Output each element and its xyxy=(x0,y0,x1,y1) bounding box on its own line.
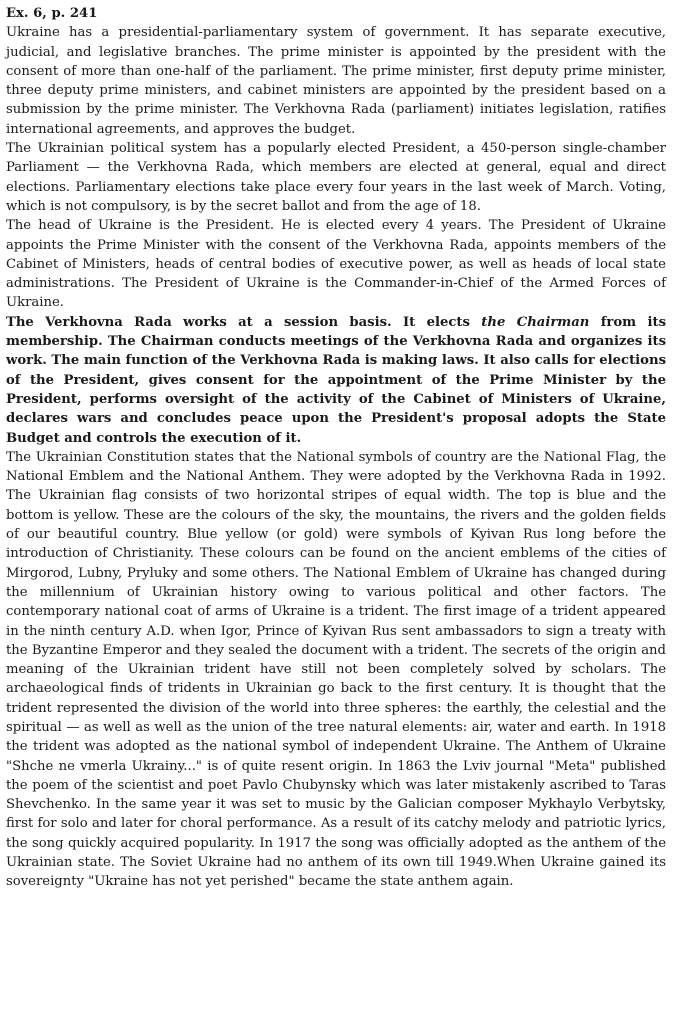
paragraph-verkhovna-rada xyxy=(6,313,666,448)
paragraph-government-system: Ukraine has a presidential-parliamentary system of government. It has separate executive, judicial, and legislative branches. The prime minister is appointed by the president with the consent of more than one-half of the parliament. The prime minister, first deputy prime minister, three deputy prime ministers, and cabinet ministers are appointed by the president based on a submission by the prime minister. The Verkhovna Rada (parliament) initiates legislation, ratifies international agreements, and approves the budget. xyxy=(6,25,666,137)
chairman-emphasis: the Chairman xyxy=(481,314,590,330)
paragraph-verkhovna-rada-after: from its membership. The Chairman conducts meetings of the Verkhovna Rada and organizes its work. The main function of the Verkhovna Rada is making laws. It also calls for elections of the President, gives consent for the appointment of the Prime Minister by the President, performs oversight of the activity of the Cabinet of Ministers of Ukraine, declares wars and concludes peace upon the President's proposal adopts the State Budget and controls the execution of it. xyxy=(6,314,666,446)
paragraph-political-system: The Ukrainian political system has a popularly elected President, a 450-person single-chamber Parliament — the Verkhovna Rada, which members are elected at general, equal and direct elections. Parliamentary elections take place every four years in the last week of March. Voting, which is not compulsory, is by the secret ballot and from the age of 18. xyxy=(6,141,666,214)
paragraph-president: The head of Ukraine is the President. He is elected every 4 years. The President of Ukraine appoints the Prime Minister with the consent of the Verkhovna Rada, appoints members of the Cabinet of Ministers, heads of central bodies of executive power, as well as heads of local state administrations. The President of Ukraine is the Commander-in-Chief of the Armed Forces of Ukraine. xyxy=(6,218,666,311)
paragraph-national-symbols: The Ukrainian Constitution states that the National symbols of country are the National Flag, the National Emblem and the National Anthem. They were adopted by the Verkhovna Rada in 1992. The Ukrainian flag consists of two horizontal stripes of equal width. The top is blue and the bottom is yellow. These are the colours of the sky, the mountains, the rivers and the golden fields of our beautiful country. Blue yellow (or gold) were symbols of Kyivan Rus long before the introduction of Christianity. These colours can be found on the ancient emblems of the cities of Mirgorod, Lubny, Pryluky and some others. The National Emblem of Ukraine has changed during the millennium of Ukrainian history owing to various political and other factors. The contemporary national coat of arms of Ukraine is a trident. The first image of a trident appeared in the ninth century A.D. when Igor, Prince of Kyivan Rus sent ambassadors to sign a treaty with the Byzantine Emperor and they sealed the document with a trident. The secrets of the origin and meaning of the Ukrainian trident have still not been completely solved by scholars. The archaeological finds of tridents in Ukrainian go back to the first century. It is thought that the trident represented the division of the world into three spheres: the earthly, the celestial and the spiritual — as well as well as the union of the tree natural elements: air, water and earth. In 1918 the trident was adopted as the national symbol of independent Ukraine. The Anthem of Ukraine "Shche ne vmerla Ukrainy..." is of quite resent origin. In 1863 the Lviv journal "Meta" published the poem of the scientist and poet Pavlo Chubynsky which was later mistakenly ascribed to Taras Shevchenko. In the same year it was set to music by the Galician composer Mykhaylo Verbytsky, first for solo and later for choral performance. As a result of its catchy melody and patriotic lyrics, the song quickly acquired popularity. In 1917 the song was officially adopted as the anthem of the Ukrainian state. The Soviet Ukraine had no anthem of its own till 1949.When Ukraine gained its sovereignty "Ukraine has not yet perished" became the state anthem again. xyxy=(6,449,666,890)
paragraph-verkhovna-rada-before: The Verkhovna Rada works at a session basis. It elects xyxy=(6,314,482,330)
exercise-heading: Ex. 6, p. 241 xyxy=(6,6,98,21)
exercise-text-page xyxy=(6,4,666,892)
